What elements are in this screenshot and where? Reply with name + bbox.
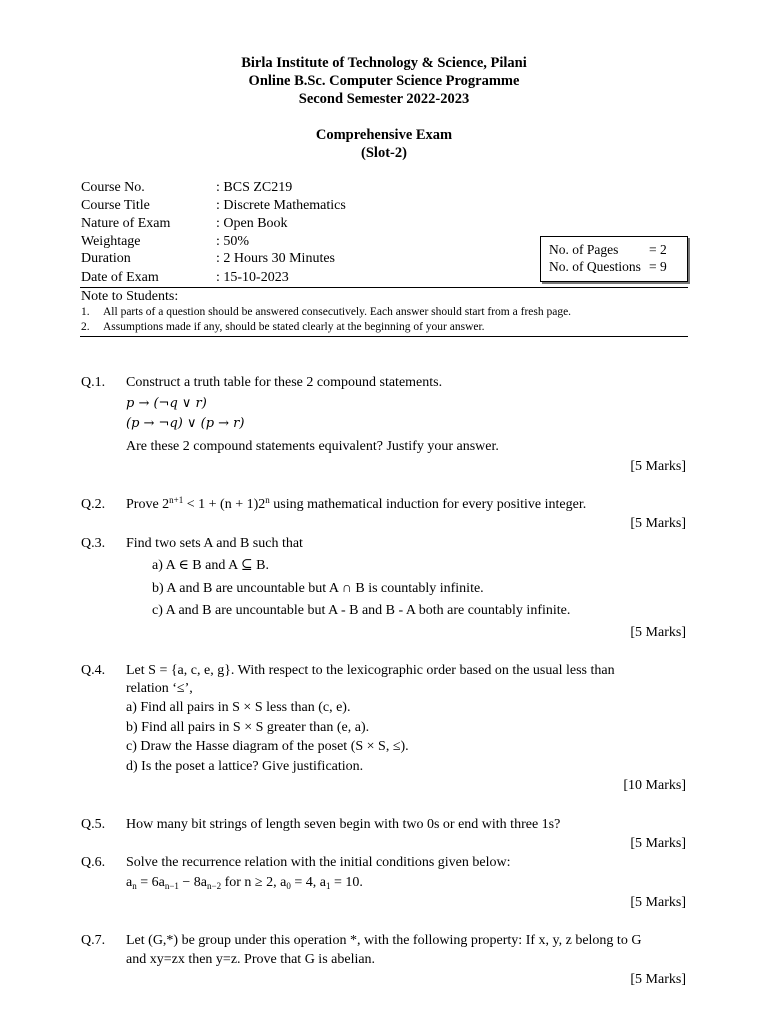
text: = 6a [136, 875, 165, 890]
note-item [81, 306, 571, 318]
question-text: Find two sets A and B such that [126, 536, 303, 551]
notes-title: Note to Students: [81, 289, 179, 304]
compound-statement: (p → ¬q) ∨ (p → r) [126, 416, 245, 431]
divider [80, 336, 688, 337]
subscript: n−1 [164, 881, 179, 891]
divider [80, 287, 688, 288]
text: for n ≥ 2, a [221, 875, 287, 890]
marks: [5 Marks] [630, 972, 686, 987]
text: a [126, 875, 133, 890]
question-number: Q.6. [81, 855, 106, 870]
question-number: Q.3. [81, 536, 106, 551]
question-text: Solve the recurrence relation with the initial conditions given below: [126, 855, 511, 870]
info-value: : Open Book [216, 216, 288, 231]
note-text: All parts of a question should be answered consecutively. Each answer should start from a fresh page. [103, 306, 572, 318]
info-label: Duration [81, 251, 131, 266]
question-number: Q.5. [81, 817, 106, 832]
semester: Second Semester 2022-2023 [298, 91, 470, 107]
recurrence-relation [126, 874, 363, 892]
info-label: Nature of Exam [81, 216, 171, 231]
questions-label: No. of Questions [549, 259, 641, 274]
sub-question: a) Find all pairs in S × S less than (c, e). [126, 700, 351, 715]
note-item [81, 321, 485, 333]
text: = 10. [330, 875, 363, 890]
exponent: n [265, 495, 270, 505]
pages-label: No. of Pages [549, 242, 619, 257]
note-text: Assumptions made if any, should be stated clearly at the beginning of your answer. [103, 321, 485, 333]
text: using mathematical induction for every positive integer. [269, 497, 587, 512]
question-text: Let (G,*) be group under this operation *, with the following property: If x, y, z belong to G [126, 933, 642, 948]
marks: [5 Marks] [630, 895, 686, 910]
text: = 4, a [290, 875, 326, 890]
marks: [5 Marks] [630, 516, 686, 531]
question-text: Construct a truth table for these 2 compound statements. [126, 375, 443, 390]
sub-question: c) A and B are uncountable but A - B and B - A both are countably infinite. [152, 603, 571, 618]
exponent: n+1 [169, 495, 184, 505]
note-number: 2. [81, 321, 90, 333]
question-number: Q.2. [81, 497, 106, 512]
marks: [5 Marks] [630, 459, 686, 474]
info-value: : 50% [216, 234, 250, 249]
exam-slot: (Slot-2) [361, 145, 407, 161]
sub-question: b) A and B are uncountable but A ∩ B is countably infinite. [152, 581, 484, 596]
subscript: n−2 [207, 881, 222, 891]
question-number: Q.7. [81, 933, 106, 948]
programme-name: Online B.Sc. Computer Science Programme [248, 73, 520, 89]
text: − 8a [178, 875, 208, 890]
marks: [5 Marks] [630, 625, 686, 640]
subscript: 1 [325, 881, 331, 891]
info-label: Date of Exam [81, 270, 159, 285]
pages-value: = 2 [649, 242, 667, 257]
info-value: : Discrete Mathematics [216, 198, 346, 213]
info-value: : BCS ZC219 [216, 180, 293, 195]
subscript: n [132, 881, 137, 891]
question-text: and xy=zx then y=z. Prove that G is abelian. [126, 952, 376, 967]
marks: [10 Marks] [623, 778, 686, 793]
pages-questions-box [540, 236, 688, 282]
question-text: relation ‘≤’, [126, 681, 193, 696]
compound-statement: p → (¬q ∨ r) [126, 396, 207, 411]
question-text [126, 496, 586, 514]
question-number: Q.4. [81, 663, 106, 678]
question-number: Q.1. [81, 375, 106, 390]
subscript: 0 [286, 881, 291, 891]
institute-name: Birla Institute of Technology & Science, Pilani [241, 55, 527, 71]
sub-question: d) Is the poset a lattice? Give justification. [126, 759, 364, 774]
text: < 1 + (n + 1)2 [183, 497, 266, 512]
info-label: Course No. [81, 180, 145, 195]
sub-question: c) Draw the Hasse diagram of the poset (S × S, ≤). [126, 739, 409, 754]
text: Prove 2 [126, 497, 170, 512]
info-value: : 15-10-2023 [216, 270, 289, 285]
marks: [5 Marks] [630, 836, 686, 851]
sub-question: a) A ∈ B and A ⊆ B. [152, 558, 269, 573]
info-value: : 2 Hours 30 Minutes [216, 251, 335, 266]
questions-value: = 9 [649, 259, 667, 274]
exam-title: Comprehensive Exam [315, 127, 453, 143]
question-text: How many bit strings of length seven begin with two 0s or end with three 1s? [126, 817, 561, 832]
question-text: Let S = {a, c, e, g}. With respect to the lexicographic order based on the usual less than [126, 663, 615, 678]
note-number: 1. [81, 306, 90, 318]
question-text: Are these 2 compound statements equivalent? Justify your answer. [126, 439, 499, 454]
info-label: Course Title [81, 198, 150, 213]
sub-question: b) Find all pairs in S × S greater than (e, a). [126, 720, 370, 735]
info-label: Weightage [81, 234, 141, 249]
